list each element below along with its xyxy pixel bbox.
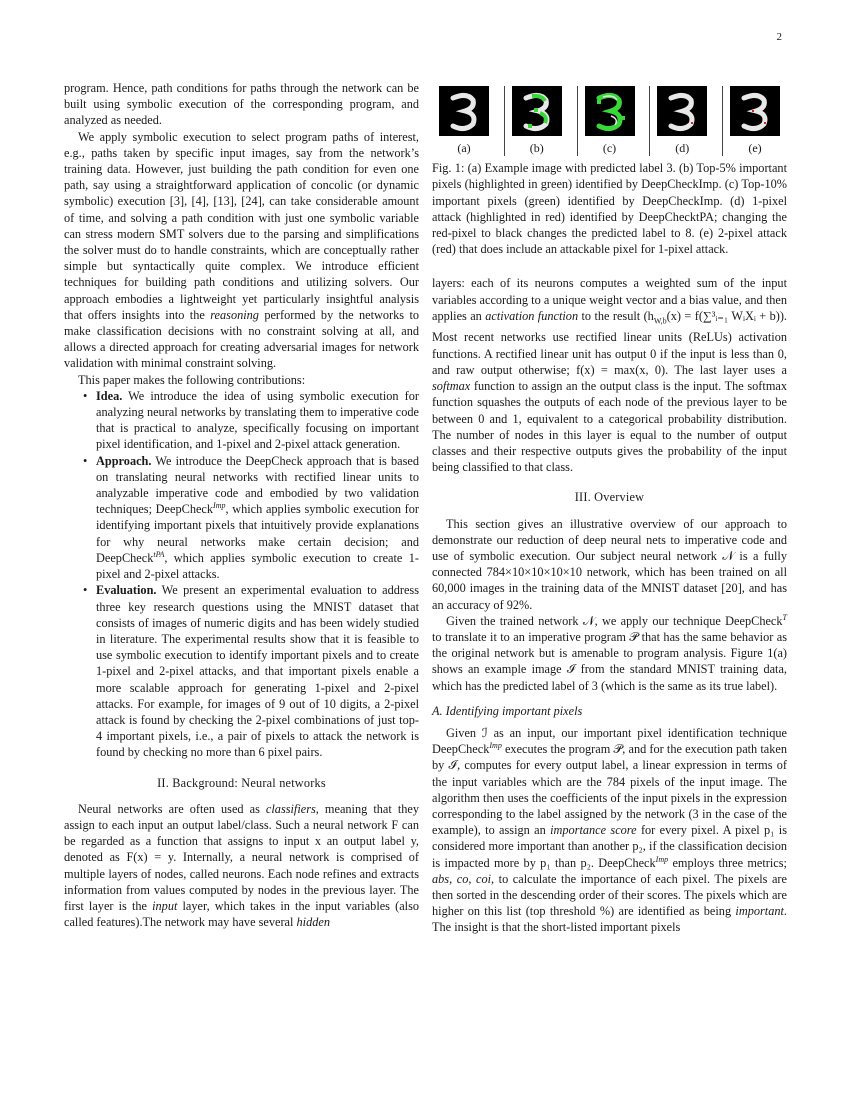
figure-label: (a) bbox=[457, 141, 471, 155]
figure-label: (d) bbox=[675, 141, 690, 155]
figure-panel-a bbox=[432, 86, 496, 156]
paragraph: layers: each of its neurons computes a weighted sum of the input variables according to a unique weight vector and a bias value, and then applies an activation function to the result ($h_{W,b}(x)$ = f(∑³ᵢ₌₁ WᵢXᵢ + b)). Most recent networks use rectified linear units (ReLUs) activation functions. A rectified linear unit has output 0 if the input is less than 0, and raw output otherwise; f(x) = max(x, 0). The last layer uses a softmax function to assign an the output class is the input. The softmax function squashes the outputs of each node of the previous layer to be between 0 and 1, equivalent to a categorical probability distribution. The number of nodes in this layer is equal to the number of output classes and their respective outputs gives the probability of the input being classified to that class. bbox=[432, 276, 787, 475]
digit-image bbox=[657, 86, 707, 136]
section-heading: III. Overview bbox=[574, 490, 645, 505]
figure-caption: Fig. 1: (a) Example image with predicted label 3. (b) Top-5% important pixels (highlighted in green) identified by DeepCheckImp. (c) Top-10% important pixels (green) identified by DeepCheckImp. (d) 1-pixel attack (highlighted in red) identified by DeepChecktPA; changing the red-pixel to black changes the predicted label to 8. (e) 2-pixel attack (red) that does include an attackable pixel for 1-pixel attack. bbox=[432, 161, 787, 257]
figure-panel-d bbox=[649, 86, 714, 156]
list-item: • Approach. We introduce the DeepCheck approach that is based on translating neural networks with rectified linear units to analyzable imperative code and embodied by two validation techniques; DeepCheck$^{Imp}$, which applies symbolic execution for identifying important pixels that intuitively provide explanations for why neural networks make certain decision; and DeepCheck$^{tPA}$, which applies symbolic execution to create 1-pixel and 2-pixel attacks. bbox=[96, 453, 419, 583]
figure-1 bbox=[432, 86, 787, 156]
paragraph: Given the trained network 𝒩, we apply our technique DeepCheck$^T$ to translate it to an imperative program 𝒫 that has the same behavior as the original network but is amenable to program analysis. Figure 1(a) shows an example image ℐ from the standard MNIST training data, which has the predicted label of 3 (which is the same as its true label). bbox=[432, 612, 787, 693]
paragraph: This paper makes the following contributions: bbox=[78, 372, 306, 387]
list-item: • Evaluation. We present an experimental evaluation to address three key research questions using the MNIST dataset that consists of images of numeric digits and has been widely studied in literature. The experimental results show that it is feasible to use symbolic execution to identify important pixels and to create 1-pixel and 2-pixel attacks, and that important pixels enable a more scalable approach for generating 1-pixel and 2-pixel attacks. For example, for images of 9 out of 10 digits, a 2-pixel attack is found by checking the 2-pixel combinations of just top-4 important pixels, i.e., a pair of pixels to attack the network is found by checking no more than 6 pixel pairs. bbox=[96, 582, 419, 760]
paragraph: Given ℐ as an input, our important pixel identification technique DeepCheck$^{Imp}$ executes the program 𝒫, and for the execution path taken by ℐ, computes for every output label, a linear expression in terms of the input variables which are the 784 pixels of the input image. The algorithm then uses the coefficients of the input pixels in the expression corresponding to the label assigned by the network (3 in the case of the example), to assign an importance score for every pixel. A pixel p₁ is considered more important than another p₂, if the classification decision is impacted more by p₁ than p₂. DeepCheck$^{Imp}$ employs three metrics; abs, co, coi, to calculate the importance of each pixel. The pixels are then sorted in the descending order of their scores. The pixels which are higher on this list (top threshold %) are identified as being important. The insight is that the short-listed important pixels bbox=[432, 725, 787, 935]
page-number: 2 bbox=[776, 31, 782, 43]
digit-image bbox=[730, 86, 780, 136]
figure-panel-c bbox=[577, 86, 642, 156]
paragraph: program. Hence, path conditions for paths through the network can be built using symbolic execution of the corresponding program, and analyzed as needed. bbox=[64, 81, 419, 128]
subsection-heading: A. Identifying important pixels bbox=[432, 703, 583, 718]
figure-panel-e bbox=[722, 86, 787, 156]
figure-label: (c) bbox=[602, 141, 617, 155]
figure-label: (e) bbox=[748, 141, 762, 155]
figure-panel-b bbox=[504, 86, 569, 156]
right-column bbox=[432, 86, 787, 936]
contributions-list bbox=[64, 388, 419, 761]
section-heading: II. Background: Neural networks bbox=[157, 775, 326, 790]
list-item: • Idea. We introduce the idea of using symbolic execution for analyzing neural networks by translating them to imperative code that is practical to analyze, specifically focusing on important pixel identification, and 1-pixel and 2-pixel attack generation. bbox=[96, 388, 419, 453]
paragraph: We apply symbolic execution to select program paths of interest, e.g., paths taken by specific input images, say from the network’s training data. However, just building the path condition for even one path, say using a straightforward application of concolic (or dynamic symbolic) execution [3], [4], [13], [24], can take considerable amount of time, and solving a path condition with just one symbolic variable can stress modern SMT solvers due to the parsing and simplifications the solver must do to handle constraints, which are conceptually rather simple but syntactically quite complex. We introduce efficient techniques for building path conditions and utilizing solvers. Our approach embodies a lightweight yet particularly insightful analysis that offers insights into the reasoning performed by the networks to make classification decisions with no constraint solving at all, and allows a directed approach for creating adversarial images for network validation with minimal constraint solving. bbox=[64, 129, 420, 371]
digit-image bbox=[512, 86, 562, 136]
figure-label: (b) bbox=[529, 141, 544, 155]
digit-image bbox=[439, 86, 489, 136]
digit-image bbox=[585, 86, 635, 136]
paragraph: This section gives an illustrative overview of our approach to demonstrate our reduction of deep neural nets to imperative code and use of symbolic execution. Our subject neural network 𝒩 is a fully connected 784×10×10×10×10 network, which has been trained on all 60,000 images in the training data of the MNIST dataset [20], and has an accuracy of 92%. bbox=[432, 516, 787, 612]
left-column bbox=[64, 80, 419, 930]
paragraph: Neural networks are often used as classifiers, meaning that they assign to each input an output label/class. Such a neural network F can be regarded as a function that assigns to input x an output label y, denoted as F(x) = y. Internally, a neural network is comprised of multiple layers of nodes, called neurons. Each node refines and extracts information from values computed by nodes in the previous layer. The first layer is the input layer, which takes in the input variables (also called features).The network may have several hidden bbox=[64, 801, 419, 930]
